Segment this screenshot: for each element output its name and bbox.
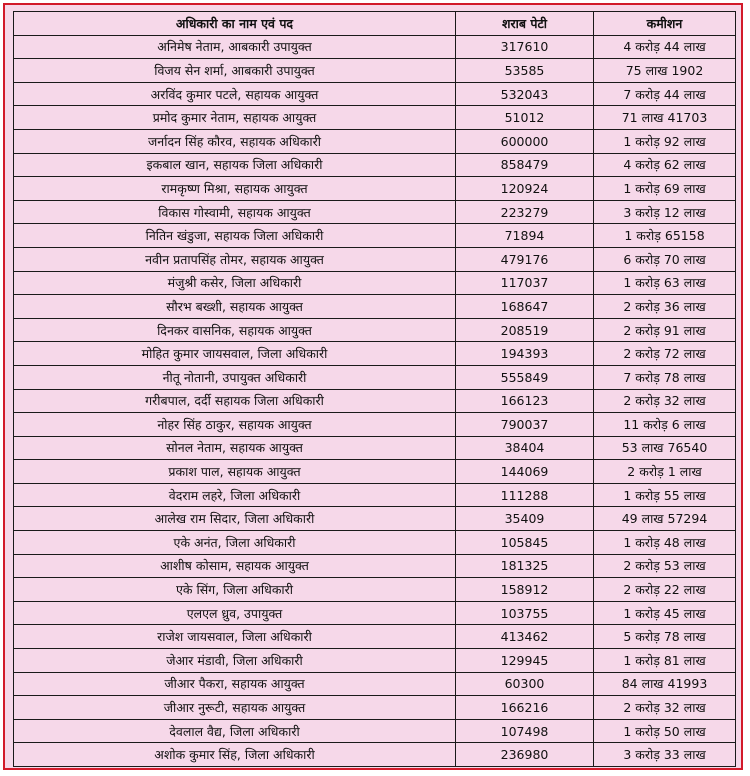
commission-cell: 2 करोड़ 91 लाख: [594, 318, 736, 342]
officer-name-cell: वेदराम लहरे, जिला अधिकारी: [14, 483, 456, 507]
commission-cell: 1 करोड़ 69 लाख: [594, 177, 736, 201]
commission-cell: 2 करोड़ 32 लाख: [594, 389, 736, 413]
table-row: [14, 507, 736, 531]
liquor-cases-cell: 479176: [456, 247, 594, 271]
table-row: [14, 247, 736, 271]
liquor-cases-cell: 120924: [456, 177, 594, 201]
officer-name-cell: एलएल ध्रुव, उपायुक्त: [14, 601, 456, 625]
liquor-cases-cell: 53585: [456, 59, 594, 83]
table-row: [14, 59, 736, 83]
commission-cell: 2 करोड़ 53 लाख: [594, 554, 736, 578]
table-row: [14, 271, 736, 295]
liquor-cases-cell: 532043: [456, 82, 594, 106]
commission-cell: 4 करोड़ 44 लाख: [594, 35, 736, 59]
table-row: [14, 672, 736, 696]
liquor-cases-cell: 103755: [456, 601, 594, 625]
officer-name-cell: नोहर सिंह ठाकुर, सहायक आयुक्त: [14, 413, 456, 437]
liquor-cases-cell: 38404: [456, 436, 594, 460]
table-row: [14, 649, 736, 673]
commission-cell: 2 करोड़ 32 लाख: [594, 696, 736, 720]
table-row: [14, 578, 736, 602]
officer-name-cell: सौरभ बख्शी, सहायक आयुक्त: [14, 295, 456, 319]
table-row: [14, 129, 736, 153]
header-commission: कमीशन: [594, 12, 736, 36]
header-officer-name-designation: अधिकारी का नाम एवं पद: [14, 12, 456, 36]
officer-name-cell: एके अनंत, जिला अधिकारी: [14, 531, 456, 555]
table-row: [14, 153, 736, 177]
table-row: [14, 460, 736, 484]
table-row: [14, 295, 736, 319]
commission-cell: 1 करोड़ 92 लाख: [594, 129, 736, 153]
table-row: [14, 531, 736, 555]
officer-name-cell: नवीन प्रतापसिंह तोमर, सहायक आयुक्त: [14, 247, 456, 271]
table-row: [14, 413, 736, 437]
officer-name-cell: नीतू नोतानी, उपायुक्त अधिकारी: [14, 365, 456, 389]
commission-cell: 4 करोड़ 62 लाख: [594, 153, 736, 177]
liquor-cases-cell: 600000: [456, 129, 594, 153]
commission-cell: 1 करोड़ 81 लाख: [594, 649, 736, 673]
officer-name-cell: देवलाल वैद्य, जिला अधिकारी: [14, 719, 456, 743]
document-frame: [3, 3, 743, 770]
table-row: [14, 389, 736, 413]
commission-cell: 84 लाख 41993: [594, 672, 736, 696]
liquor-cases-cell: 111288: [456, 483, 594, 507]
officer-name-cell: गरीबपाल, दर्दी सहायक जिला अधिकारी: [14, 389, 456, 413]
officer-name-cell: रामकृष्ण मिश्रा, सहायक आयुक्त: [14, 177, 456, 201]
liquor-cases-cell: 858479: [456, 153, 594, 177]
table-row: [14, 82, 736, 106]
liquor-cases-cell: 105845: [456, 531, 594, 555]
table-row: [14, 696, 736, 720]
table-row: [14, 436, 736, 460]
officer-name-cell: आलेख राम सिदार, जिला अधिकारी: [14, 507, 456, 531]
table-row: [14, 625, 736, 649]
commission-cell: 71 लाख 41703: [594, 106, 736, 130]
liquor-cases-cell: 60300: [456, 672, 594, 696]
liquor-cases-cell: 413462: [456, 625, 594, 649]
officer-name-cell: जीआर नुरूटी, सहायक आयुक्त: [14, 696, 456, 720]
liquor-cases-cell: 166123: [456, 389, 594, 413]
commission-cell: 2 करोड़ 1 लाख: [594, 460, 736, 484]
liquor-cases-cell: 117037: [456, 271, 594, 295]
commission-cell: 6 करोड़ 70 लाख: [594, 247, 736, 271]
officer-name-cell: एके सिंग, जिला अधिकारी: [14, 578, 456, 602]
commission-cell: 3 करोड़ 33 लाख: [594, 743, 736, 767]
table-row: [14, 106, 736, 130]
liquor-cases-cell: 790037: [456, 413, 594, 437]
officer-name-cell: जेआर मंडावी, जिला अधिकारी: [14, 649, 456, 673]
officer-name-cell: नितिन खंडुजा, सहायक जिला अधिकारी: [14, 224, 456, 248]
commission-cell: 11 करोड़ 6 लाख: [594, 413, 736, 437]
officer-name-cell: अरविंद कुमार पटले, सहायक आयुक्त: [14, 82, 456, 106]
table-row: [14, 554, 736, 578]
commission-cell: 2 करोड़ 72 लाख: [594, 342, 736, 366]
header-liquor-cases: शराब पेटी: [456, 12, 594, 36]
table-row: [14, 224, 736, 248]
table-row: [14, 365, 736, 389]
liquor-cases-cell: 107498: [456, 719, 594, 743]
officer-name-cell: जीआर पैकरा, सहायक आयुक्त: [14, 672, 456, 696]
commission-cell: 49 लाख 57294: [594, 507, 736, 531]
commission-cell: 1 करोड़ 45 लाख: [594, 601, 736, 625]
table-row: [14, 483, 736, 507]
liquor-cases-cell: 181325: [456, 554, 594, 578]
table-row: [14, 35, 736, 59]
liquor-cases-cell: 555849: [456, 365, 594, 389]
commission-cell: 1 करोड़ 65158: [594, 224, 736, 248]
table-row: [14, 342, 736, 366]
table-row: [14, 200, 736, 224]
table-body: [14, 35, 736, 766]
liquor-cases-cell: 51012: [456, 106, 594, 130]
liquor-cases-cell: 223279: [456, 200, 594, 224]
commission-cell: 1 करोड़ 55 लाख: [594, 483, 736, 507]
liquor-cases-cell: 158912: [456, 578, 594, 602]
liquor-cases-cell: 194393: [456, 342, 594, 366]
commission-cell: 7 करोड़ 44 लाख: [594, 82, 736, 106]
officer-name-cell: अशोक कुमार सिंह, जिला अधिकारी: [14, 743, 456, 767]
commission-cell: 1 करोड़ 63 लाख: [594, 271, 736, 295]
liquor-cases-cell: 129945: [456, 649, 594, 673]
table-row: [14, 743, 736, 767]
table-row: [14, 177, 736, 201]
officer-name-cell: विकास गोस्वामी, सहायक आयुक्त: [14, 200, 456, 224]
table-row: [14, 601, 736, 625]
commission-cell: 75 लाख 1902: [594, 59, 736, 83]
commission-cell: 53 लाख 76540: [594, 436, 736, 460]
commission-cell: 5 करोड़ 78 लाख: [594, 625, 736, 649]
commission-cell: 2 करोड़ 36 लाख: [594, 295, 736, 319]
commission-table: [13, 11, 736, 767]
officer-name-cell: विजय सेन शर्मा, आबकारी उपायुक्त: [14, 59, 456, 83]
liquor-cases-cell: 144069: [456, 460, 594, 484]
liquor-cases-cell: 236980: [456, 743, 594, 767]
commission-cell: 1 करोड़ 48 लाख: [594, 531, 736, 555]
officer-name-cell: सोनल नेताम, सहायक आयुक्त: [14, 436, 456, 460]
commission-cell: 3 करोड़ 12 लाख: [594, 200, 736, 224]
liquor-cases-cell: 168647: [456, 295, 594, 319]
officer-name-cell: प्रकाश पाल, सहायक आयुक्त: [14, 460, 456, 484]
officer-name-cell: दिनकर वासनिक, सहायक आयुक्त: [14, 318, 456, 342]
officer-name-cell: इकबाल खान, सहायक जिला अधिकारी: [14, 153, 456, 177]
table-header-row: [14, 12, 736, 36]
officer-name-cell: प्रमोद कुमार नेताम, सहायक आयुक्त: [14, 106, 456, 130]
liquor-cases-cell: 166216: [456, 696, 594, 720]
commission-cell: 2 करोड़ 22 लाख: [594, 578, 736, 602]
commission-cell: 7 करोड़ 78 लाख: [594, 365, 736, 389]
table-row: [14, 318, 736, 342]
liquor-cases-cell: 35409: [456, 507, 594, 531]
officer-name-cell: जर्नादन सिंह कौरव, सहायक अधिकारी: [14, 129, 456, 153]
liquor-cases-cell: 317610: [456, 35, 594, 59]
liquor-cases-cell: 71894: [456, 224, 594, 248]
officer-name-cell: राजेश जायसवाल, जिला अधिकारी: [14, 625, 456, 649]
table-row: [14, 719, 736, 743]
liquor-cases-cell: 208519: [456, 318, 594, 342]
officer-name-cell: मोहित कुमार जायसवाल, जिला अधिकारी: [14, 342, 456, 366]
officer-name-cell: मंजुश्री कसेर, जिला अधिकारी: [14, 271, 456, 295]
commission-cell: 1 करोड़ 50 लाख: [594, 719, 736, 743]
officer-name-cell: अनिमेष नेताम, आबकारी उपायुक्त: [14, 35, 456, 59]
officer-name-cell: आशीष कोसाम, सहायक आयुक्त: [14, 554, 456, 578]
